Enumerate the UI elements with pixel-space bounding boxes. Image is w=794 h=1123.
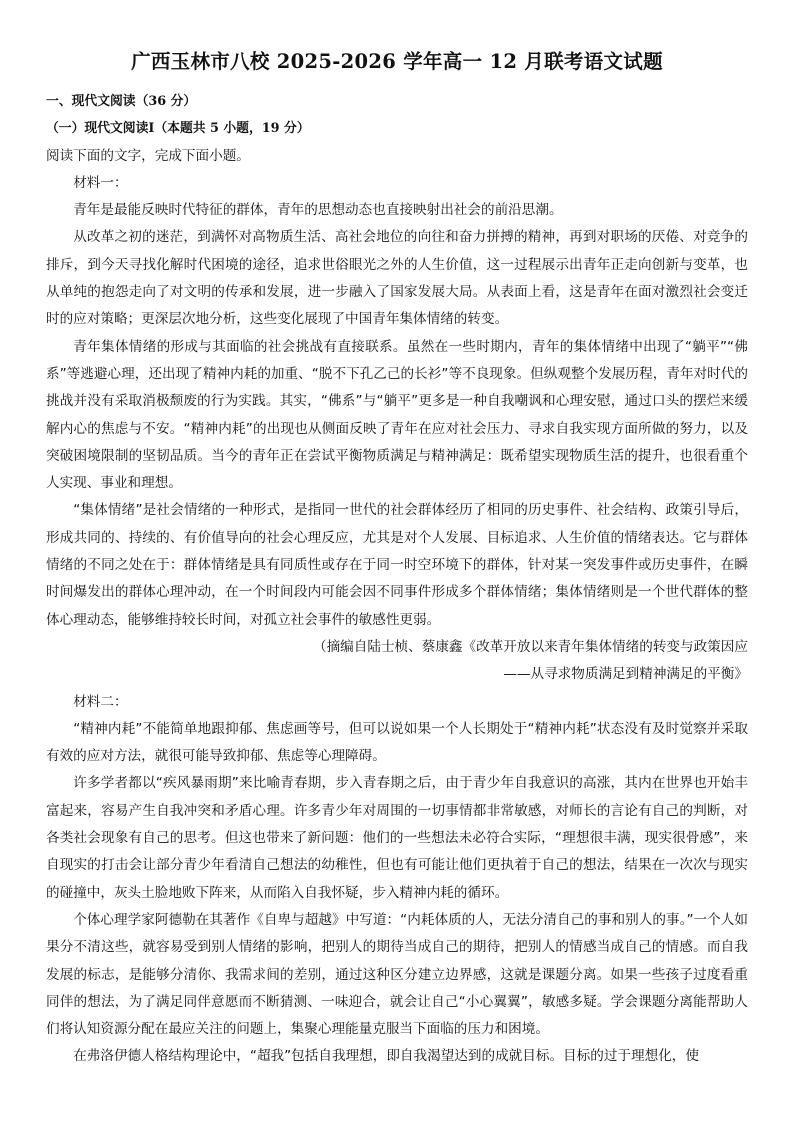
material1-paragraph: “集体情绪”是社会情绪的一种形式，是指同一世代的社会群体经历了相同的历史事件、社会结构、政策引导后，形成共同的、持续的、有价值导向的社会心理反应，尤其是对个人发展、目标追求、人生价值的情绪表达。它与群体情绪的不同之处在于：群体情绪是具有同质性或存在于同一时空环境下的群体，针对某一突发事件或历史事件，在瞬时间爆发出的群体心理冲动，在一个时间段内可能会因不同事件形成多个群体情绪；集体情绪则是一个世代群体的整体心理动态，能够维持较长时间，对孤立社会事件的敏感性更弱。 (46, 502, 748, 628)
section-heading: 一、现代文阅读（36 分） (46, 94, 197, 109)
material2-paragraph: 在弗洛伊德人格结构理论中，“超我”包括自我理想，即自我渴望达到的成就目标。目标的过于理想化，使 (73, 1048, 699, 1065)
material1-paragraph: 青年集体情绪的形成与其面临的社会挑战有直接联系。虽然在一些时期内，青年的集体情绪中出现了“躺平”“佛系”等逃避心理，还出现了精神内耗的加重、“脱不下孔乙己的长衫”等不良现象。但纵观整个发展历程，青年对时代的挑战并没有采取消极颓废的行为实践。其实，“佛系”与“躺平”更多是一种自我嘲讽和心理安慰，通过口头的摆烂来缓解内心的焦虑与不安。“精神内耗”的出现也从侧面反映了青年在应对社会压力、寻求自我实现方面所做的努力，以及突破困境限制的坚韧品质。当今的青年正在尝试平衡物质满足与精神满足：既希望实现物质生活的提升，也很看重个人实现、事业和理想。 (46, 338, 748, 492)
material2-paragraph: 个体心理学家阿德勒在其著作《自卑与超越》中写道：“内耗体质的人，无法分清自己的事和别人的事。”一个人如果分不清这些，就容易受到别人情绪的影响，把别人的期待当成自己的期待，把别人的情感当成自己的情感。而自我发展的标志，是能够分清你、我需求间的差别，通过这种区分建立边界感，这就是课题分离。如果一些孩子过度看重同伴的想法，为了满足同伴意愿而不断猜测、一味迎合，就会让自己“小心翼翼”，敏感多疑。学会课题分离能帮助人们将认知资源分配在最应关注的问题上，集聚心理能量克服当下面临的压力和困境。 (46, 911, 748, 1038)
subsection-heading: （一）现代文阅读Ⅰ（本题共 5 小题，19 分） (46, 121, 310, 137)
material2-label: 材料二： (73, 693, 128, 710)
material1-paragraph: 青年是最能反映时代特征的群体，青年的思想动态也直接映射出社会的前沿思潮。 (73, 202, 563, 219)
material1-label: 材料一： (73, 174, 128, 191)
instruction-text: 阅读下面的文字，完成下面小题。 (46, 147, 250, 164)
page-title: 广西玉林市八校 2025-2026 学年高一 12 月联考语文试题 (131, 50, 663, 73)
material1-paragraph: 从改革之初的迷茫，到满怀对高物质生活、高社会地位的向往和奋力拼搏的精神，再到对职场的厌倦、对竞争的排斥，到今天寻找化解时代困境的途径，追求世俗眼光之外的人生价值，这一过程展示出青年正走向创新与变革，也从单纯的抱怨走向了对文明的传承和发展，进一步融入了国家发展大局。从表面上看，这是青年在面对激烈社会变迁时的应对策略；更深层次地分析，这些变化展现了中国青年集体情绪的转变。 (46, 229, 748, 328)
material1-source-subtitle: ——从寻求物质满足到精神满足的平衡》 (503, 666, 748, 683)
material2-paragraph: 许多学者都以“疾风暴雨期”来比喻青春期，步入青春期之后，由于青少年自我意识的高涨，其内在世界也开始丰富起来，容易产生自我冲突和矛盾心理。许多青少年对周围的一切事情都非常敏感，对师长的言论有自己的判断，对各类社会现象有自己的思考。但这也带来了新问题：他们的一些想法未必符合实际，“理想很丰满，现实很骨感”，来自现实的打击会让部分青少年看清自己想法的幼稚性，但也有可能让他们更执着于自己的想法，结果在一次次与现实的碰撞中，灰头土脸地败下阵来，从而陷入自我怀疑，步入精神内耗的循环。 (46, 775, 748, 901)
material2-paragraph: “精神内耗”不能简单地跟抑郁、焦虑画等号，但可以说如果一个人长期处于“精神内耗”状态没有及时觉察并采取有效的应对方法，就很可能导致抑郁、焦虑等心理障碍。 (46, 720, 748, 765)
material1-source: （摘编自陆士桢、蔡康鑫《改革开放以来青年集体情绪的转变与政策因应 (313, 638, 748, 655)
